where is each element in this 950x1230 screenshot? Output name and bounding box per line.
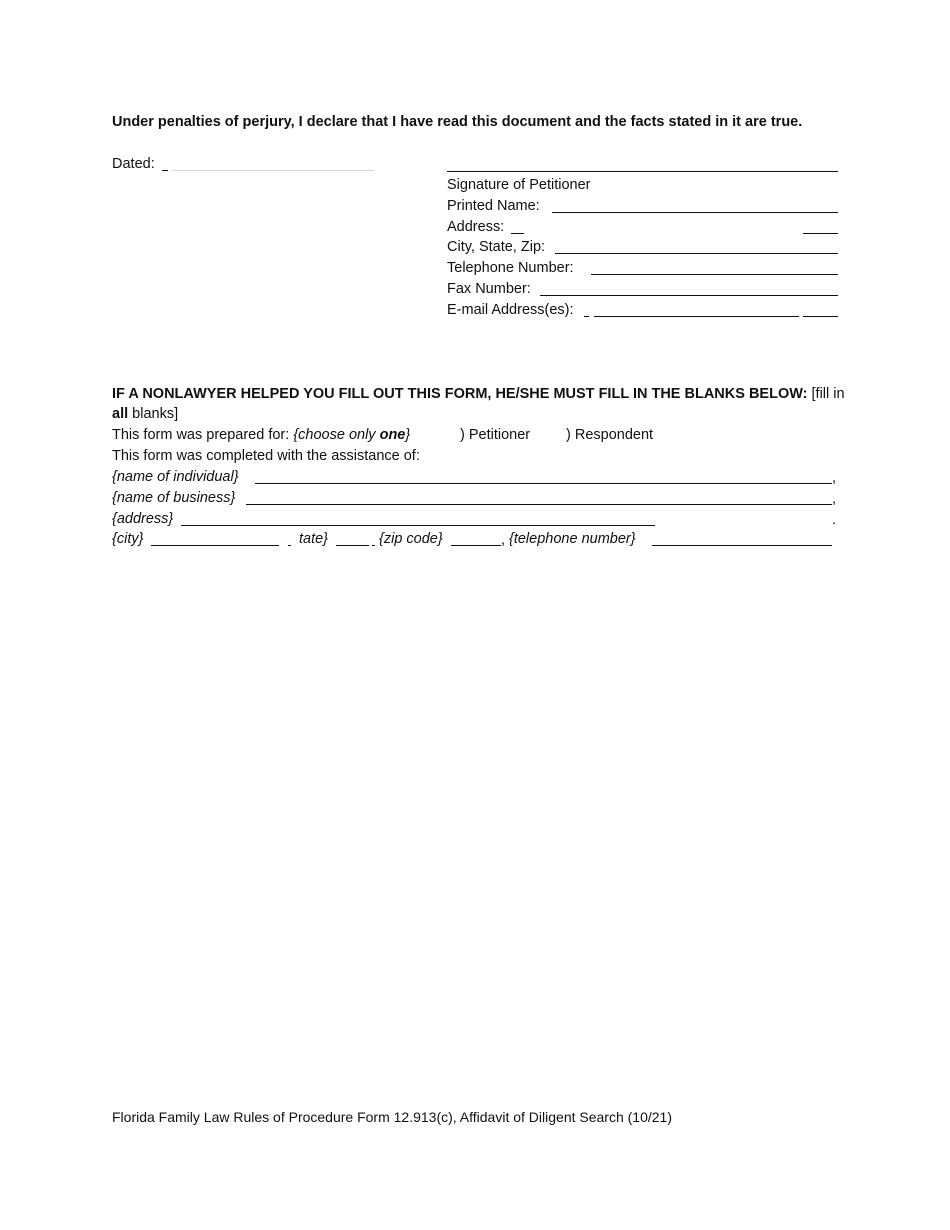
address-field-end[interactable] [803,233,838,234]
printed-name-field[interactable] [552,212,838,213]
printed-name-label: Printed Name: [447,198,540,214]
choose-only-text: {choose only [293,427,376,443]
email-field-lead[interactable] [584,316,589,317]
city-state-zip-label: City, State, Zip: [447,239,546,255]
nonlawyer-heading [112,385,845,403]
all-emphasis: all [112,406,129,422]
email-field[interactable] [594,316,799,317]
state-field[interactable] [336,545,369,546]
option-respondent[interactable]: ) Respondent [566,427,654,443]
perjury-declaration: Under penalties of perjury, I declare that I have read this document and the facts stated in it are true. [112,114,803,130]
telephone-label: Telephone Number: [447,260,574,276]
zip-field[interactable] [451,545,501,546]
signature-line[interactable] [447,171,838,172]
state-blank-mark [288,545,291,546]
email-label: E-mail Address(es): [447,302,574,318]
comma-3: , [501,532,506,548]
nonlawyer-heading-bold: IF A NONLAWYER HELPED YOU FILL OUT THIS FORM, HE/SHE MUST FILL IN THE BLANKS BELOW: [112,386,808,402]
choose-close-brace: } [405,427,411,443]
state-label: tate} [299,531,329,547]
form-footer: Florida Family Law Rules of Procedure Form 12.913(c), Affidavit of Diligent Search (10/21) [112,1109,672,1125]
name-individual-field[interactable] [255,483,832,484]
completed-with-label: This form was completed with the assistance of: [112,448,420,464]
zip-label: {zip code} [379,531,443,547]
address-field[interactable] [511,233,524,234]
phone-label: {telephone number} [509,531,636,547]
prepared-for-label: This form was prepared for: [112,427,290,443]
city-state-zip-field[interactable] [555,253,838,254]
fax-field[interactable] [540,295,838,296]
choose-one-emphasis: one [379,427,406,443]
telephone-field[interactable] [591,274,838,275]
dated-field[interactable] [172,170,374,171]
city-field[interactable] [151,545,279,546]
blanks-text: blanks] [132,406,179,422]
option-petitioner[interactable]: ) Petitioner [460,427,531,443]
nonlawyer-heading-tail: [fill in [811,386,845,402]
period: . [832,512,837,528]
comma-1: , [832,470,837,486]
dated-label: Dated: [112,156,155,172]
nonlawyer-heading-line2 [112,405,178,423]
name-business-field[interactable] [246,504,832,505]
zip-blank-mark [372,545,375,546]
city-label: {city} [112,531,144,547]
prepared-for-line [112,426,410,444]
comma-2: , [832,491,837,507]
address-label: Address: [447,219,505,235]
nonlawyer-address-label: {address} [112,511,174,527]
name-individual-label: {name of individual} [112,469,239,485]
fax-label: Fax Number: [447,281,531,297]
name-business-label: {name of business} [112,490,236,506]
phone-field[interactable] [652,545,832,546]
nonlawyer-address-field[interactable] [181,525,655,526]
dated-blank-lead [162,170,168,171]
email-field-end[interactable] [803,316,838,317]
signature-label: Signature of Petitioner [447,177,591,193]
